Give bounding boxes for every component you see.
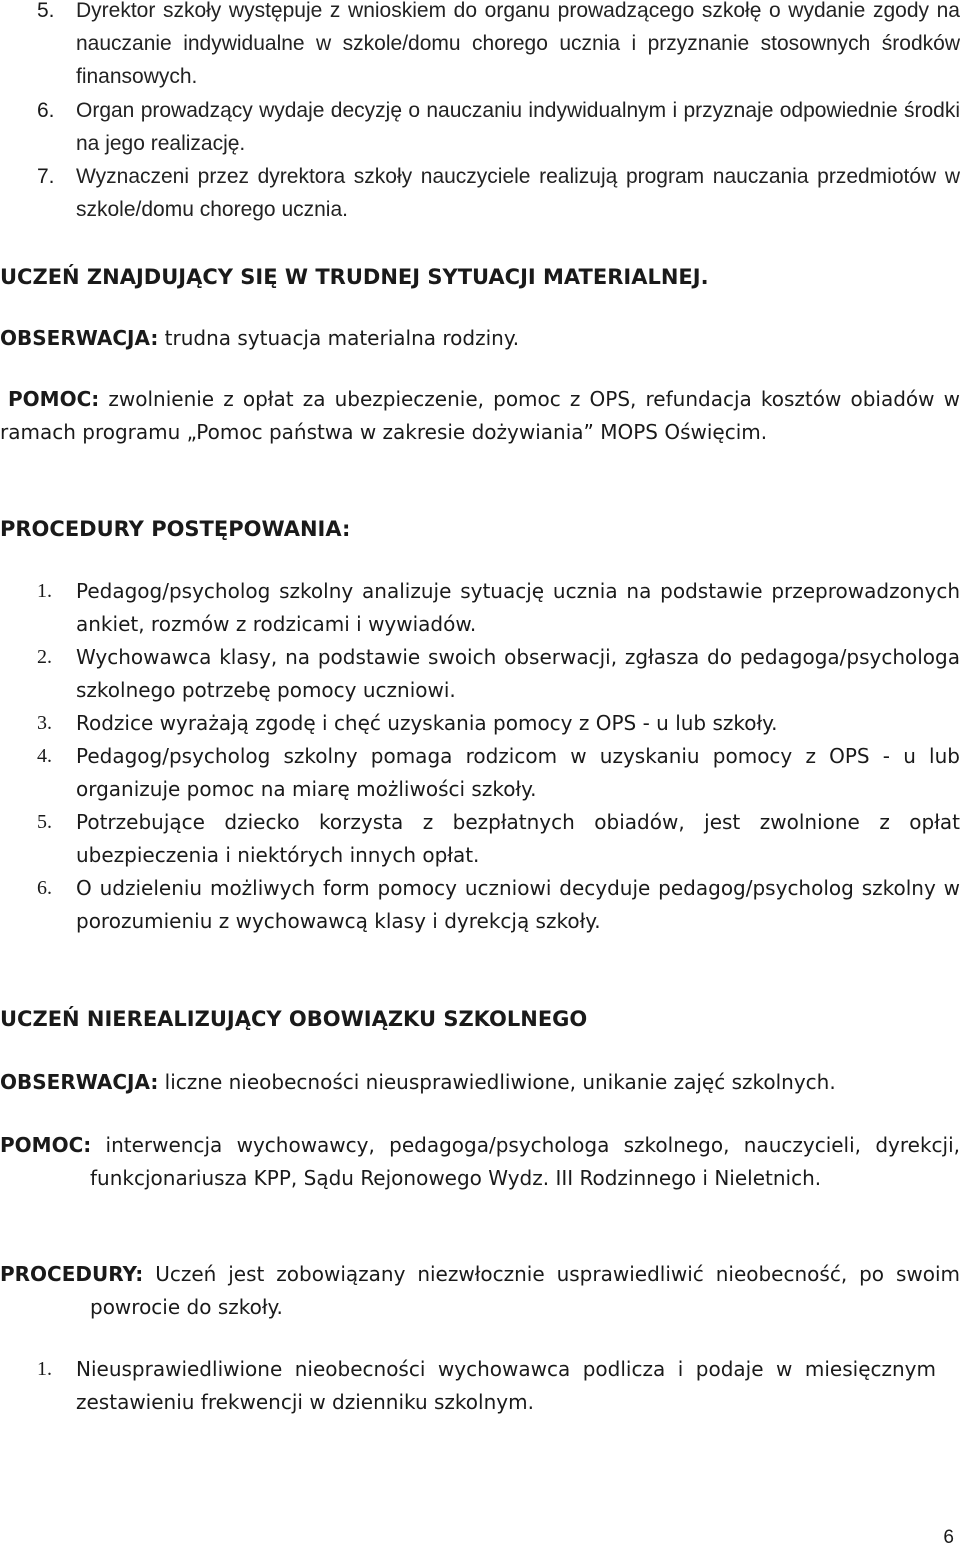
section-heading: UCZEŃ ZNAJDUJĄCY SIĘ W TRUDNEJ SYTUACJI MATERIALNEJ. [0,265,709,289]
procedures-text: Uczeń jest zobowiązany niezwłocznie usprawiedliwić nieobecność, po swoim powrocie do szkoły. [90,1262,960,1319]
procedure-number: 2. [37,646,52,668]
procedure-text: Nieusprawiedliwione nieobecności wychowawca podlicza i podaje w miesięcznym zestawieniu frekwencji w dzienniku szkolnym. [76,1357,936,1414]
observation-paragraph [0,1066,960,1099]
help-label: POMOC: [8,387,100,411]
section-heading: UCZEŃ NIEREALIZUJĄCY OBOWIĄZKU SZKOLNEGO [0,1007,588,1031]
observation-label: OBSERWACJA: [0,1070,159,1094]
procedure-text: Pedagog/psycholog szkolny analizuje sytuację ucznia na podstawie przeprowadzonych ankiet, rozmów z rodzicami i wywiadów. [76,579,960,636]
procedure-number: 1. [37,1358,52,1380]
help-paragraph [0,383,960,449]
procedure-number: 3. [37,712,52,734]
procedure-number: 4. [37,745,52,767]
procedures-paragraph [0,1258,960,1324]
procedure-number: 5. [37,811,52,833]
procedure-text: O udzieleniu możliwych form pomocy uczniowi decyduje pedagog/psycholog szkolny w porozumieniu z wychowawcą klasy i dyrekcją szkoły. [76,876,960,933]
help-text: zwolnienie z opłat za ubezpieczenie, pomoc z OPS, refundacja kosztów obiadów w ramach programu „Pomoc państwa w zakresie dożywiania” MOPS Oświęcim. [0,387,960,444]
list-number: 7. [37,165,55,188]
help-text: interwencja wychowawcy, pedagoga/psychologa szkolnego, nauczycieli, dyrekcji, funkcjonariusza KPP, Sądu Rejonowego Wydz. III Rodzinnego i Nieletnich. [90,1133,960,1190]
page-number: 6 [943,1527,954,1548]
observation-paragraph [0,322,960,355]
observation-label: OBSERWACJA: [0,326,159,350]
procedure-number: 6. [37,877,52,899]
help-paragraph [0,1129,960,1195]
procedure-text: Pedagog/psycholog szkolny pomaga rodzicom w uzyskaniu pomocy z OPS - u lub organizuje pomoc na miarę możliwości szkoły. [76,744,960,801]
observation-text: trudna sytuacja materialna rodziny. [158,326,520,350]
procedure-text: Rodzice wyrażają zgodę i chęć uzyskania pomocy z OPS - u lub szkoły. [76,711,778,735]
observation-text: liczne nieobecności nieusprawiedliwione, unikanie zajęć szkolnych. [158,1070,836,1094]
list-text: Wyznaczeni przez dyrektora szkoły nauczyciele realizują program nauczania przedmiotów w szkole/domu chorego ucznia. [76,165,960,221]
procedures-heading: PROCEDURY POSTĘPOWANIA: [0,517,351,541]
list-number: 5. [37,0,55,22]
list-text: Organ prowadzący wydaje decyzję o nauczaniu indywidualnym i przyznaje odpowiednie środki na jego realizację. [76,99,960,155]
procedure-text: Wychowawca klasy, na podstawie swoich obserwacji, zgłasza do pedagoga/psychologa szkolnego potrzebę pomocy uczniowi. [76,645,960,702]
procedure-number: 1. [37,580,52,602]
list-number: 6. [37,99,55,122]
list-text: Dyrektor szkoły występuje z wnioskiem do organu prowadzącego szkołę o wydanie zgody na nauczanie indywidualne w szkole/domu chorego ucznia i przyznanie stosownych środków finansowych. [76,0,960,88]
procedures-label: PROCEDURY: [0,1262,144,1286]
help-label: POMOC: [0,1133,92,1157]
procedure-text: Potrzebujące dziecko korzysta z bezpłatnych obiadów, jest zwolnione z opłat ubezpieczenia i niektórych innych opłat. [76,810,960,867]
